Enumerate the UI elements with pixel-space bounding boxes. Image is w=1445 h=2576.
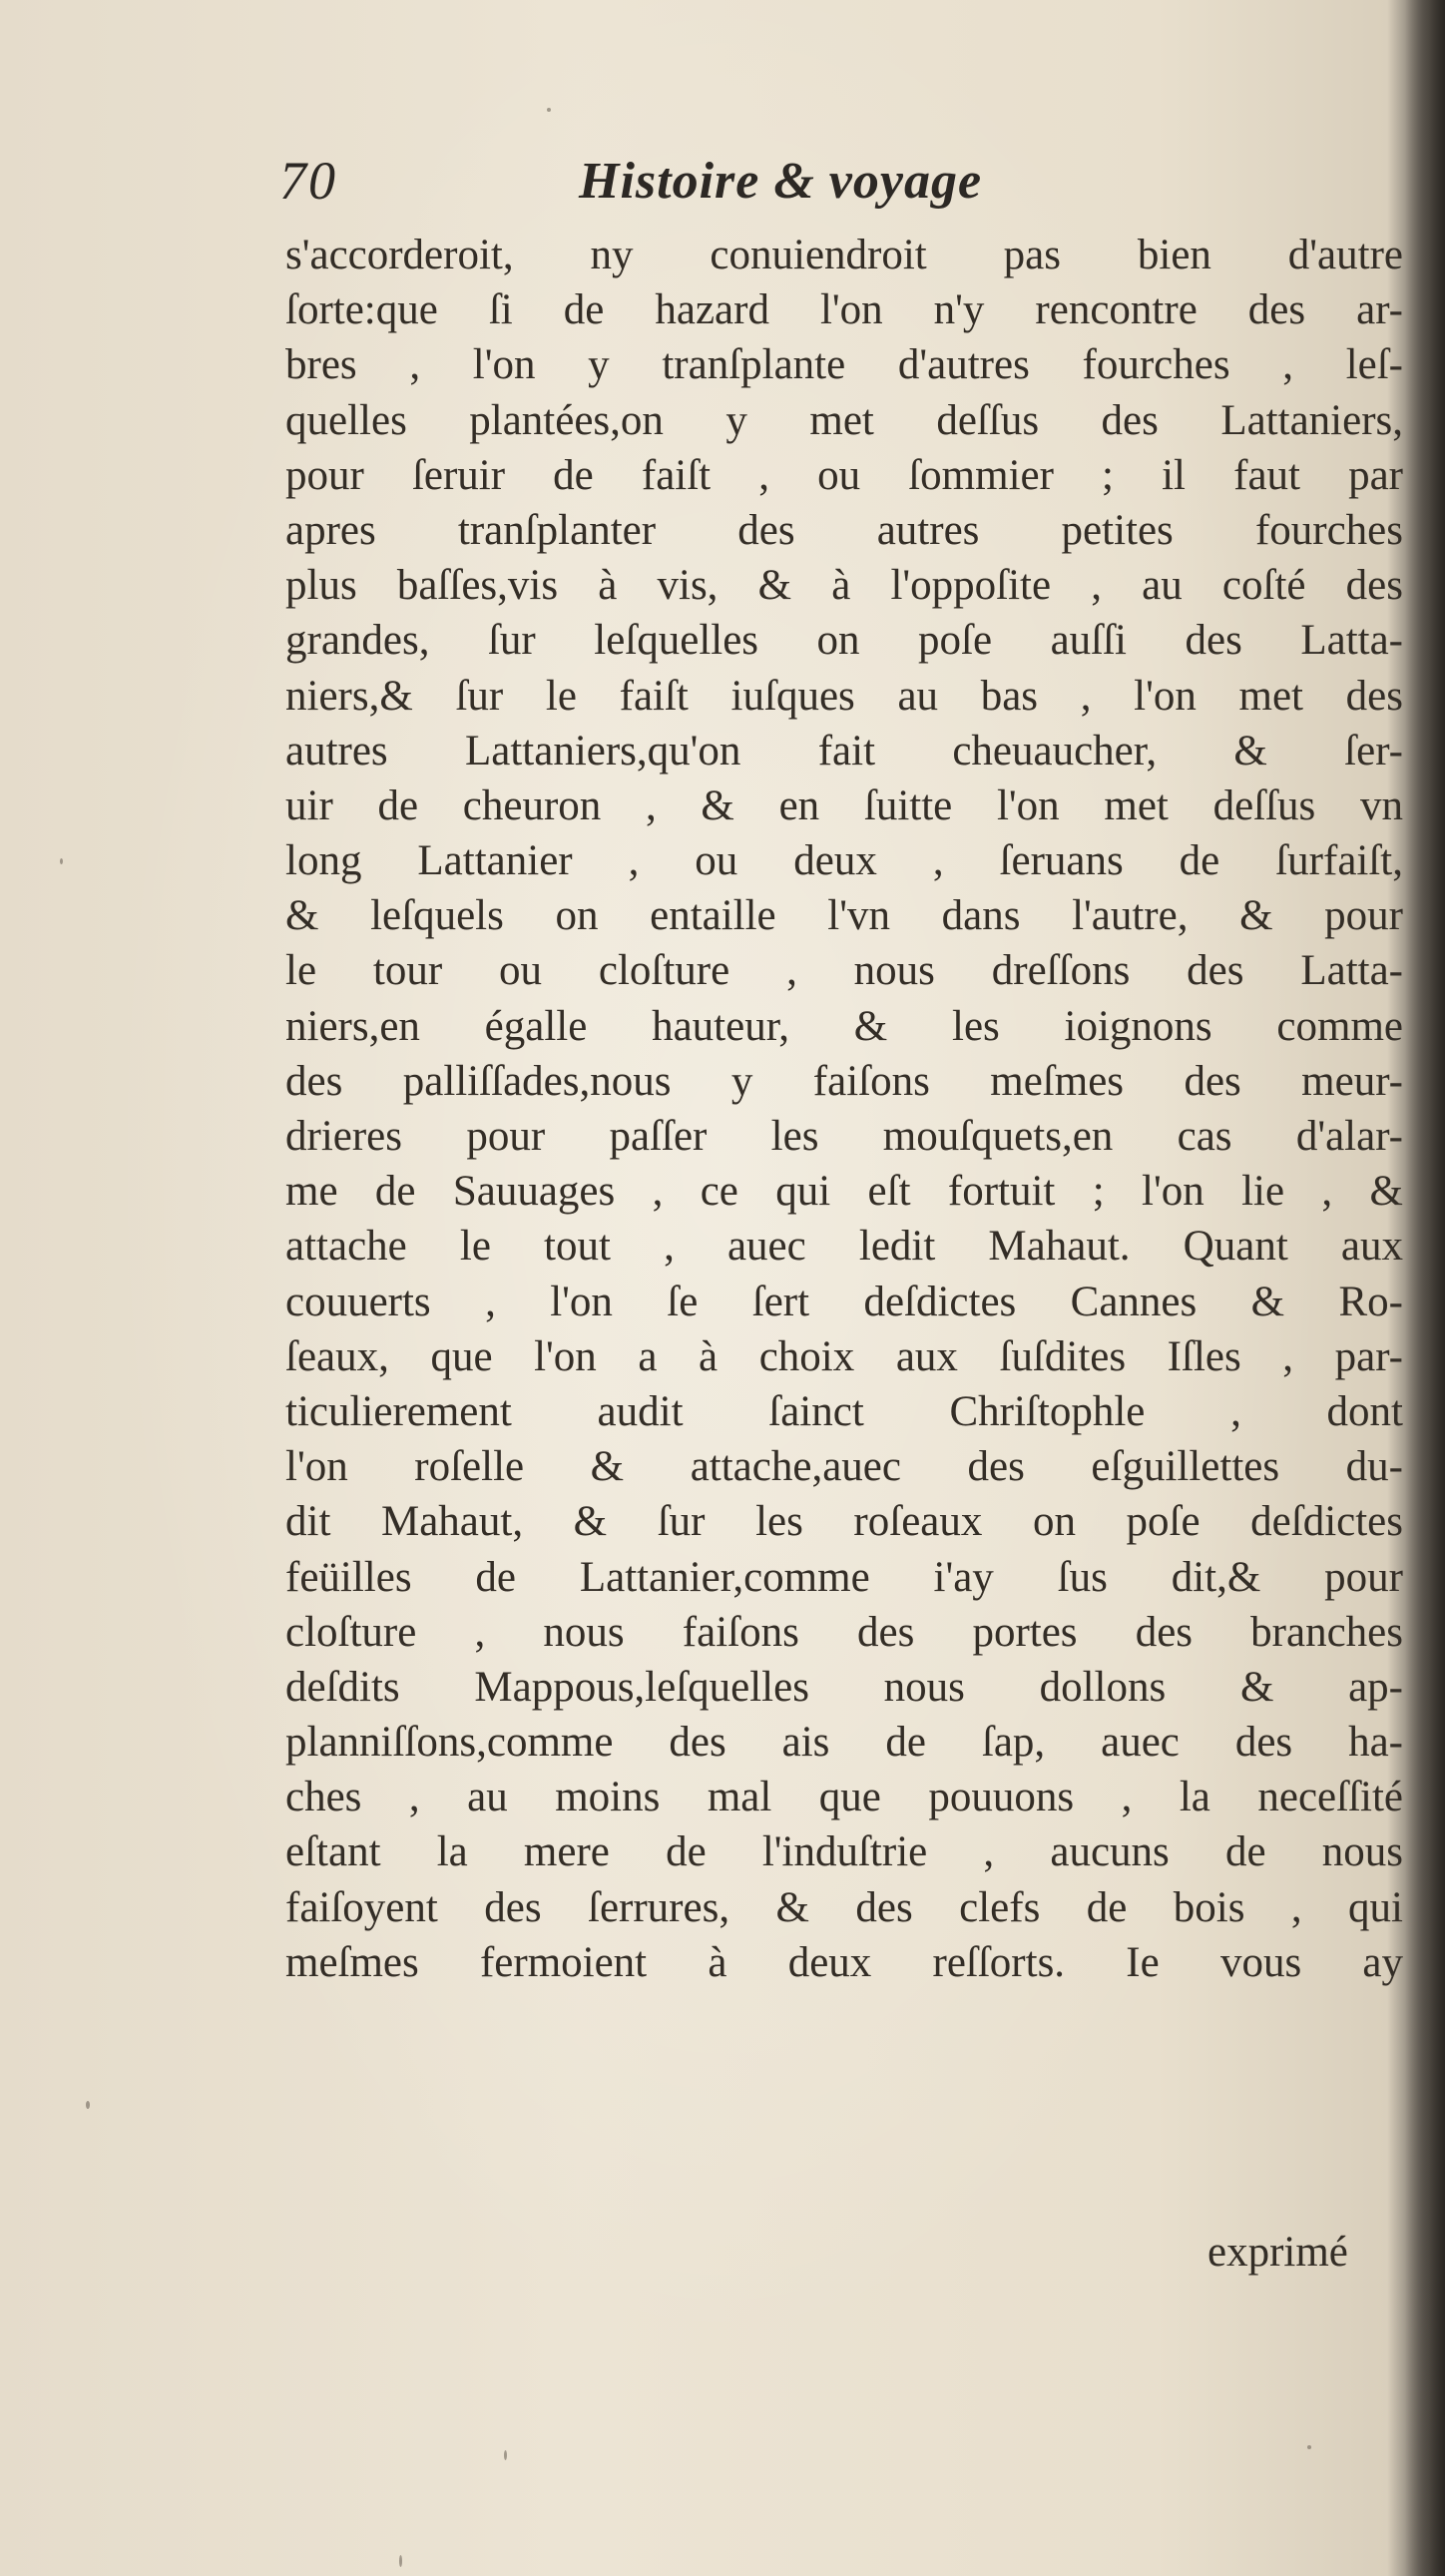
- text-line: niers,en égalle hauteur, & les ioignons comme: [285, 1002, 1403, 1050]
- text-line: couuerts , l'on ſe ſert deſdictes Cannes & Ro-: [285, 1278, 1403, 1325]
- text-line: feüilles de Lattanier,comme i'ay ſus dit,& pour: [285, 1553, 1403, 1601]
- text-line: niers,& ſur le faiſt iuſques au bas , l'on met des: [285, 672, 1403, 720]
- text-line: & leſquels on entaille l'vn dans l'autre, & pour: [285, 892, 1403, 940]
- text-line: ticulierement audit ſainct Chriſtophle , dont: [285, 1387, 1403, 1435]
- paper-speck: [1307, 2445, 1311, 2449]
- text-line: quelles plantées,on y met deſſus des Lattaniers,: [285, 396, 1403, 444]
- text-line: cloſture , nous faiſons des portes des branches: [285, 1608, 1403, 1656]
- text-line: s'accorderoit, ny conuiendroit pas bien d'autre: [285, 232, 1403, 278]
- running-title: Histoire & voyage: [579, 153, 983, 210]
- text-line: des palliſſades,nous y faiſons meſmes des meur-: [285, 1057, 1403, 1105]
- text-line: le tour ou cloſture , nous dreſſons des Latta-: [285, 947, 1403, 995]
- catchword: exprimé: [1207, 2229, 1348, 2276]
- text-line: long Lattanier , ou deux , ſeruans de ſurfaiſt,: [285, 837, 1403, 885]
- text-line: meſmes fermoient à deux reſſorts. Ie vous ay: [285, 1938, 1403, 1986]
- paper-speck: [547, 108, 551, 112]
- page-header: [279, 150, 1277, 230]
- paper-speck: [86, 2101, 90, 2109]
- page-number: 70: [279, 151, 337, 211]
- paper-speck: [399, 2555, 402, 2567]
- text-line: uir de cheuron , & en ſuitte l'on met deſſus vn: [285, 781, 1403, 829]
- text-line: pour ſeruir de faiſt , ou ſommier ; il faut par: [285, 451, 1403, 499]
- text-line: ſorte:que ſi de hazard l'on n'y rencontre des ar-: [285, 286, 1403, 334]
- text-line: me de Sauuages , ce qui eſt fortuit ; l'on lie , &: [285, 1168, 1403, 1216]
- text-line: ches , au moins mal que pouuons , la neceſſité: [285, 1774, 1403, 1821]
- paper-speck: [60, 858, 63, 864]
- body-text: [285, 228, 1413, 1990]
- text-line: attache le tout , auec ledit Mahaut. Quant aux: [285, 1223, 1403, 1271]
- text-line: grandes, ſur leſquelles on poſe auſſi des Latta-: [285, 617, 1403, 665]
- text-line: ſeaux, que l'on a à choix aux ſuſdites Iſles , par-: [285, 1332, 1403, 1380]
- text-line: faiſoyent des ſerrures, & des clefs de bois , qui: [285, 1883, 1403, 1931]
- text-line: apres tranſplanter des autres petites fourches: [285, 506, 1403, 554]
- text-line: l'on roſelle & attache,auec des eſguillettes du-: [285, 1443, 1403, 1491]
- text-line: autres Lattaniers,qu'on fait cheuaucher, & ſer-: [285, 727, 1403, 774]
- text-line: deſdits Mappous,leſquelles nous dollons & ap-: [285, 1663, 1403, 1711]
- text-line: planniſſons,comme des ais de ſap, auec des ha-: [285, 1719, 1403, 1767]
- text-line: drieres pour paſſer les mouſquets,en cas d'alar-: [285, 1113, 1403, 1160]
- text-line: plus baſſes,vis à vis, & à l'oppoſite , au coſté des: [285, 562, 1403, 610]
- text-line: eſtant la mere de l'induſtrie , aucuns de nous: [285, 1828, 1403, 1876]
- text-line: dit Mahaut, & ſur les roſeaux on poſe deſdictes: [285, 1498, 1403, 1546]
- paper-speck: [504, 2450, 507, 2460]
- text-line: bres , l'on y tranſplante d'autres fourches , leſ-: [285, 341, 1403, 389]
